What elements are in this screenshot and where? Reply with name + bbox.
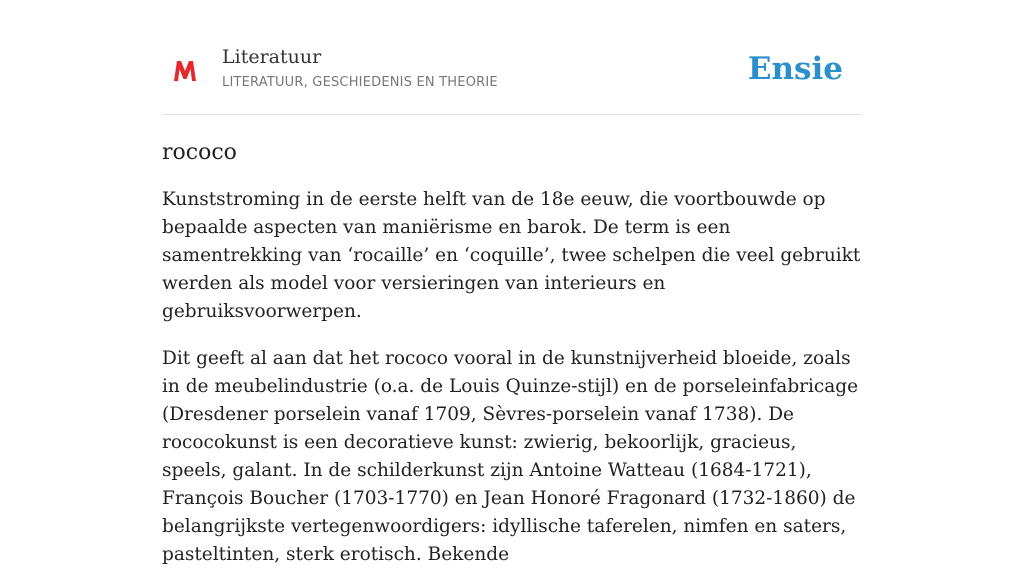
brand-subtitle: LITERATUUR, GESCHIEDENIS EN THEORIE <box>222 75 498 90</box>
entry-content <box>162 136 864 569</box>
ensie-logo[interactable]: Ensie <box>747 51 843 87</box>
entry-paragraph: Kunststroming in de eerste helft van de 18e eeuw, die voortbouwde op bepaalde aspecten van maniërisme en barok. De term is een samentrekking van ‘rocaille’ en ‘coquille’, twee schelpen die veel gebruikt werden als model voor versieringen van interieurs en gebruiksvoorwerpen. <box>162 189 861 322</box>
site-header <box>162 40 862 115</box>
entry-title: rococo <box>162 140 237 165</box>
brand-title[interactable]: Literatuur <box>222 46 322 68</box>
entry-paragraph: Dit geeft al aan dat het rococo vooral in de kunstnijverheid bloeide, zoals in de meubelindustrie (o.a. de Louis Quinze-stijl) en de porseleinfabricage (Dresdener porselein vanaf 1709, Sèvres-porselein vanaf 1738). De rococokunst is een decoratieve kunst: zwierig, bekoorlijk, gracieus, speels, galant. In de schilderkunst zijn Antoine Watteau (1684-1721), François Boucher (1703-1770) en Jean Honoré Fragonard (1732-1860) de belangrijkste vertegenwoordigers: idyllische taferelen, nimfen en saters, pasteltinten, sterk erotisch. Bekende <box>162 348 859 565</box>
m-logo-icon[interactable] <box>172 57 198 83</box>
